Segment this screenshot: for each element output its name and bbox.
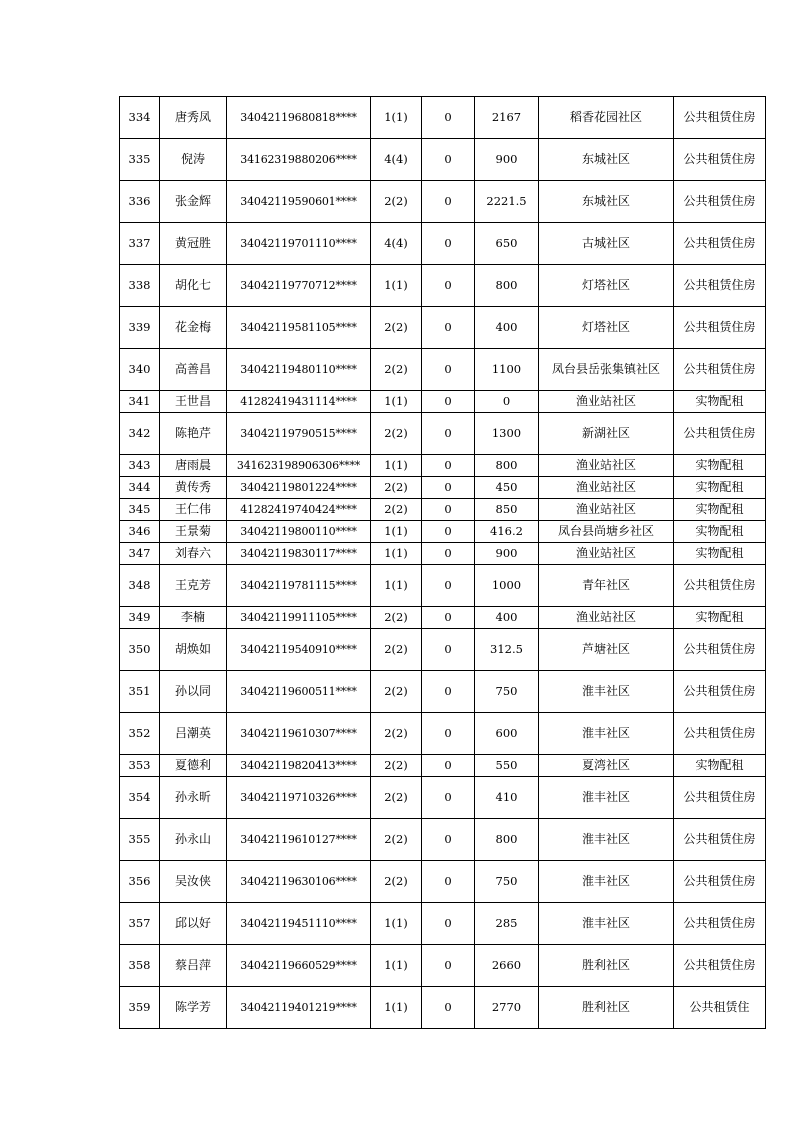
column-5-value: 0 bbox=[422, 265, 475, 307]
applicant-name: 蔡吕萍 bbox=[160, 945, 227, 987]
applicant-name: 唐秀凤 bbox=[160, 97, 227, 139]
housing-type: 实物配租 bbox=[674, 499, 766, 521]
table-row bbox=[120, 391, 766, 413]
id-number: 34042119540910**** bbox=[227, 629, 371, 671]
row-number: 359 bbox=[120, 987, 160, 1029]
applicant-name: 陈艳芹 bbox=[160, 413, 227, 455]
row-number: 353 bbox=[120, 755, 160, 777]
row-number: 346 bbox=[120, 521, 160, 543]
id-number: 34042119710326**** bbox=[227, 777, 371, 819]
applicant-name: 黄冠胜 bbox=[160, 223, 227, 265]
applicant-name: 邱以好 bbox=[160, 903, 227, 945]
housing-type: 实物配租 bbox=[674, 607, 766, 629]
community-name: 渔业站社区 bbox=[539, 499, 674, 521]
household-size: 4(4) bbox=[371, 223, 422, 265]
column-5-value: 0 bbox=[422, 349, 475, 391]
community-name: 淮丰社区 bbox=[539, 671, 674, 713]
row-number: 350 bbox=[120, 629, 160, 671]
row-number: 342 bbox=[120, 413, 160, 455]
table-row bbox=[120, 987, 766, 1029]
row-number: 355 bbox=[120, 819, 160, 861]
column-5-value: 0 bbox=[422, 499, 475, 521]
table-row bbox=[120, 413, 766, 455]
table-row bbox=[120, 307, 766, 349]
housing-type: 公共租赁住房 bbox=[674, 223, 766, 265]
community-name: 淮丰社区 bbox=[539, 713, 674, 755]
table-row bbox=[120, 139, 766, 181]
amount-value: 900 bbox=[475, 543, 539, 565]
amount-value: 800 bbox=[475, 265, 539, 307]
community-name: 凤台县岳张集镇社区 bbox=[539, 349, 674, 391]
id-number: 34042119480110**** bbox=[227, 349, 371, 391]
applicant-name: 夏德利 bbox=[160, 755, 227, 777]
household-size: 2(2) bbox=[371, 777, 422, 819]
table-row bbox=[120, 777, 766, 819]
id-number: 34042119401219**** bbox=[227, 987, 371, 1029]
column-5-value: 0 bbox=[422, 477, 475, 499]
household-size: 1(1) bbox=[371, 987, 422, 1029]
row-number: 358 bbox=[120, 945, 160, 987]
community-name: 渔业站社区 bbox=[539, 391, 674, 413]
housing-type: 实物配租 bbox=[674, 391, 766, 413]
housing-type: 实物配租 bbox=[674, 755, 766, 777]
community-name: 渔业站社区 bbox=[539, 607, 674, 629]
column-5-value: 0 bbox=[422, 223, 475, 265]
amount-value: 1100 bbox=[475, 349, 539, 391]
table-row bbox=[120, 349, 766, 391]
applicant-name: 花金梅 bbox=[160, 307, 227, 349]
housing-type: 公共租赁住房 bbox=[674, 349, 766, 391]
id-number: 34162319880206**** bbox=[227, 139, 371, 181]
household-size: 2(2) bbox=[371, 755, 422, 777]
housing-type: 公共租赁住房 bbox=[674, 139, 766, 181]
household-size: 4(4) bbox=[371, 139, 422, 181]
row-number: 340 bbox=[120, 349, 160, 391]
amount-value: 450 bbox=[475, 477, 539, 499]
column-5-value: 0 bbox=[422, 307, 475, 349]
table-row bbox=[120, 945, 766, 987]
row-number: 356 bbox=[120, 861, 160, 903]
amount-value: 850 bbox=[475, 499, 539, 521]
id-number: 34042119680818**** bbox=[227, 97, 371, 139]
id-number: 34042119800110**** bbox=[227, 521, 371, 543]
applicant-name: 刘春六 bbox=[160, 543, 227, 565]
community-name: 青年社区 bbox=[539, 565, 674, 607]
row-number: 357 bbox=[120, 903, 160, 945]
applicant-name: 胡化七 bbox=[160, 265, 227, 307]
amount-value: 2167 bbox=[475, 97, 539, 139]
id-number: 34042119451110**** bbox=[227, 903, 371, 945]
amount-value: 1000 bbox=[475, 565, 539, 607]
table-row bbox=[120, 97, 766, 139]
household-size: 2(2) bbox=[371, 861, 422, 903]
id-number: 34042119770712**** bbox=[227, 265, 371, 307]
applicant-name: 吴汝侠 bbox=[160, 861, 227, 903]
id-number: 34042119610307**** bbox=[227, 713, 371, 755]
id-number: 34042119701110**** bbox=[227, 223, 371, 265]
household-size: 2(2) bbox=[371, 671, 422, 713]
amount-value: 900 bbox=[475, 139, 539, 181]
table-row bbox=[120, 521, 766, 543]
column-5-value: 0 bbox=[422, 455, 475, 477]
id-number: 34042119630106**** bbox=[227, 861, 371, 903]
table-row bbox=[120, 265, 766, 307]
household-size: 2(2) bbox=[371, 819, 422, 861]
community-name: 新湖社区 bbox=[539, 413, 674, 455]
amount-value: 600 bbox=[475, 713, 539, 755]
column-5-value: 0 bbox=[422, 945, 475, 987]
column-5-value: 0 bbox=[422, 671, 475, 713]
community-name: 淮丰社区 bbox=[539, 777, 674, 819]
applicant-name: 孙永昕 bbox=[160, 777, 227, 819]
row-number: 349 bbox=[120, 607, 160, 629]
row-number: 345 bbox=[120, 499, 160, 521]
community-name: 夏湾社区 bbox=[539, 755, 674, 777]
table-row bbox=[120, 629, 766, 671]
housing-type: 公共租赁住房 bbox=[674, 307, 766, 349]
household-size: 2(2) bbox=[371, 349, 422, 391]
table-row bbox=[120, 455, 766, 477]
amount-value: 800 bbox=[475, 819, 539, 861]
column-5-value: 0 bbox=[422, 413, 475, 455]
id-number: 34042119911105**** bbox=[227, 607, 371, 629]
row-number: 343 bbox=[120, 455, 160, 477]
housing-type: 公共租赁住房 bbox=[674, 97, 766, 139]
applicant-name: 唐雨晨 bbox=[160, 455, 227, 477]
housing-type: 实物配租 bbox=[674, 543, 766, 565]
amount-value: 410 bbox=[475, 777, 539, 819]
housing-type: 公共租赁住房 bbox=[674, 265, 766, 307]
column-5-value: 0 bbox=[422, 521, 475, 543]
household-size: 1(1) bbox=[371, 565, 422, 607]
id-number: 34042119801224**** bbox=[227, 477, 371, 499]
household-size: 1(1) bbox=[371, 265, 422, 307]
amount-value: 550 bbox=[475, 755, 539, 777]
housing-type: 公共租赁住房 bbox=[674, 819, 766, 861]
housing-type: 公共租赁住房 bbox=[674, 413, 766, 455]
id-number: 34042119830117**** bbox=[227, 543, 371, 565]
row-number: 341 bbox=[120, 391, 160, 413]
column-5-value: 0 bbox=[422, 903, 475, 945]
table-row bbox=[120, 543, 766, 565]
household-size: 2(2) bbox=[371, 413, 422, 455]
household-size: 2(2) bbox=[371, 713, 422, 755]
household-size: 1(1) bbox=[371, 521, 422, 543]
id-number: 341623198906306**** bbox=[227, 455, 371, 477]
applicant-name: 吕潮英 bbox=[160, 713, 227, 755]
table-row bbox=[120, 713, 766, 755]
amount-value: 285 bbox=[475, 903, 539, 945]
column-5-value: 0 bbox=[422, 819, 475, 861]
id-number: 34042119581105**** bbox=[227, 307, 371, 349]
row-number: 337 bbox=[120, 223, 160, 265]
table-row bbox=[120, 223, 766, 265]
community-name: 淮丰社区 bbox=[539, 819, 674, 861]
column-5-value: 0 bbox=[422, 139, 475, 181]
applicant-name: 王世昌 bbox=[160, 391, 227, 413]
row-number: 336 bbox=[120, 181, 160, 223]
column-5-value: 0 bbox=[422, 391, 475, 413]
housing-type: 公共租赁住房 bbox=[674, 945, 766, 987]
row-number: 338 bbox=[120, 265, 160, 307]
amount-value: 0 bbox=[475, 391, 539, 413]
household-size: 1(1) bbox=[371, 391, 422, 413]
applicant-name: 王克芳 bbox=[160, 565, 227, 607]
applicant-name: 黄传秀 bbox=[160, 477, 227, 499]
housing-type: 公共租赁住房 bbox=[674, 777, 766, 819]
column-5-value: 0 bbox=[422, 755, 475, 777]
id-number: 41282419431114**** bbox=[227, 391, 371, 413]
amount-value: 750 bbox=[475, 671, 539, 713]
household-size: 1(1) bbox=[371, 97, 422, 139]
housing-type: 实物配租 bbox=[674, 477, 766, 499]
column-5-value: 0 bbox=[422, 987, 475, 1029]
housing-type: 公共租赁住房 bbox=[674, 565, 766, 607]
table-row bbox=[120, 755, 766, 777]
amount-value: 1300 bbox=[475, 413, 539, 455]
row-number: 351 bbox=[120, 671, 160, 713]
community-name: 东城社区 bbox=[539, 181, 674, 223]
id-number: 34042119781115**** bbox=[227, 565, 371, 607]
household-size: 2(2) bbox=[371, 477, 422, 499]
column-5-value: 0 bbox=[422, 713, 475, 755]
row-number: 339 bbox=[120, 307, 160, 349]
id-number: 34042119820413**** bbox=[227, 755, 371, 777]
amount-value: 800 bbox=[475, 455, 539, 477]
amount-value: 2660 bbox=[475, 945, 539, 987]
community-name: 稻香花园社区 bbox=[539, 97, 674, 139]
applicant-name: 胡焕如 bbox=[160, 629, 227, 671]
household-size: 1(1) bbox=[371, 945, 422, 987]
applicant-name: 王景菊 bbox=[160, 521, 227, 543]
id-number: 34042119790515**** bbox=[227, 413, 371, 455]
household-size: 1(1) bbox=[371, 543, 422, 565]
column-5-value: 0 bbox=[422, 565, 475, 607]
housing-type: 公共租赁住房 bbox=[674, 671, 766, 713]
household-size: 1(1) bbox=[371, 903, 422, 945]
community-name: 渔业站社区 bbox=[539, 477, 674, 499]
amount-value: 2221.5 bbox=[475, 181, 539, 223]
id-number: 34042119600511**** bbox=[227, 671, 371, 713]
column-5-value: 0 bbox=[422, 97, 475, 139]
row-number: 352 bbox=[120, 713, 160, 755]
amount-value: 2770 bbox=[475, 987, 539, 1029]
row-number: 354 bbox=[120, 777, 160, 819]
community-name: 古城社区 bbox=[539, 223, 674, 265]
household-size: 1(1) bbox=[371, 455, 422, 477]
table-row bbox=[120, 565, 766, 607]
housing-type: 实物配租 bbox=[674, 455, 766, 477]
row-number: 348 bbox=[120, 565, 160, 607]
applicant-name: 高善昌 bbox=[160, 349, 227, 391]
amount-value: 312.5 bbox=[475, 629, 539, 671]
housing-type: 实物配租 bbox=[674, 521, 766, 543]
housing-type: 公共租赁住房 bbox=[674, 861, 766, 903]
community-name: 胜利社区 bbox=[539, 987, 674, 1029]
amount-value: 416.2 bbox=[475, 521, 539, 543]
row-number: 347 bbox=[120, 543, 160, 565]
table-row bbox=[120, 607, 766, 629]
housing-type: 公共租赁住房 bbox=[674, 903, 766, 945]
amount-value: 400 bbox=[475, 607, 539, 629]
table-row bbox=[120, 671, 766, 713]
table-row bbox=[120, 477, 766, 499]
community-name: 淮丰社区 bbox=[539, 861, 674, 903]
column-5-value: 0 bbox=[422, 543, 475, 565]
column-5-value: 0 bbox=[422, 607, 475, 629]
column-5-value: 0 bbox=[422, 629, 475, 671]
applicant-name: 孙以同 bbox=[160, 671, 227, 713]
table-row bbox=[120, 181, 766, 223]
applicant-name: 陈学芳 bbox=[160, 987, 227, 1029]
household-size: 2(2) bbox=[371, 307, 422, 349]
community-name: 灯塔社区 bbox=[539, 307, 674, 349]
column-5-value: 0 bbox=[422, 861, 475, 903]
housing-type: 公共租赁住房 bbox=[674, 629, 766, 671]
row-number: 344 bbox=[120, 477, 160, 499]
table-row bbox=[120, 819, 766, 861]
allocation-table bbox=[119, 96, 766, 1029]
housing-type: 公共租赁住房 bbox=[674, 181, 766, 223]
table-row bbox=[120, 499, 766, 521]
community-name: 凤台县尚塘乡社区 bbox=[539, 521, 674, 543]
column-5-value: 0 bbox=[422, 181, 475, 223]
community-name: 东城社区 bbox=[539, 139, 674, 181]
id-number: 34042119660529**** bbox=[227, 945, 371, 987]
community-name: 胜利社区 bbox=[539, 945, 674, 987]
row-number: 334 bbox=[120, 97, 160, 139]
amount-value: 400 bbox=[475, 307, 539, 349]
household-size: 2(2) bbox=[371, 629, 422, 671]
row-number: 335 bbox=[120, 139, 160, 181]
amount-value: 750 bbox=[475, 861, 539, 903]
amount-value: 650 bbox=[475, 223, 539, 265]
applicant-name: 孙永山 bbox=[160, 819, 227, 861]
applicant-name: 李楠 bbox=[160, 607, 227, 629]
applicant-name: 张金辉 bbox=[160, 181, 227, 223]
applicant-name: 王仁伟 bbox=[160, 499, 227, 521]
community-name: 芦塘社区 bbox=[539, 629, 674, 671]
table-row bbox=[120, 903, 766, 945]
column-5-value: 0 bbox=[422, 777, 475, 819]
applicant-name: 倪涛 bbox=[160, 139, 227, 181]
housing-type: 公共租赁住房 bbox=[674, 713, 766, 755]
table-row bbox=[120, 861, 766, 903]
community-name: 灯塔社区 bbox=[539, 265, 674, 307]
community-name: 渔业站社区 bbox=[539, 543, 674, 565]
id-number: 41282419740424**** bbox=[227, 499, 371, 521]
household-size: 2(2) bbox=[371, 607, 422, 629]
table-body bbox=[120, 97, 766, 1029]
housing-type: 公共租赁住 bbox=[674, 987, 766, 1029]
community-name: 淮丰社区 bbox=[539, 903, 674, 945]
id-number: 34042119610127**** bbox=[227, 819, 371, 861]
household-size: 2(2) bbox=[371, 181, 422, 223]
community-name: 渔业站社区 bbox=[539, 455, 674, 477]
id-number: 34042119590601**** bbox=[227, 181, 371, 223]
household-size: 2(2) bbox=[371, 499, 422, 521]
